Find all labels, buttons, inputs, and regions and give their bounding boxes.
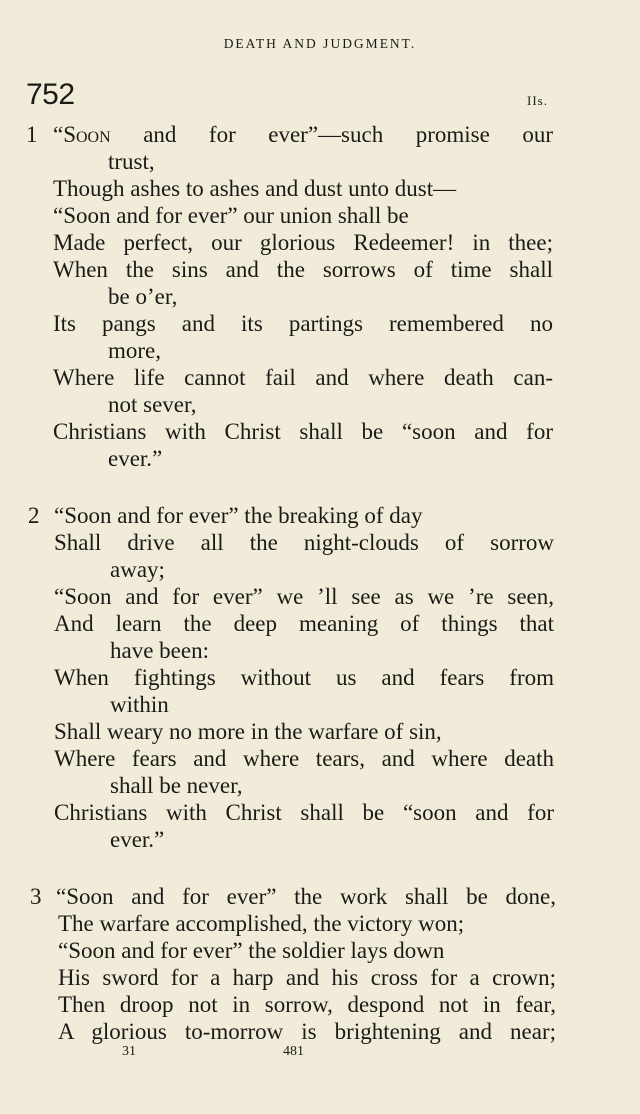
stanza-number-1: 1 <box>26 122 38 147</box>
stanza-3-line-5: Then droop not in sorrow, despond not in fear, <box>58 992 556 1017</box>
stanza-1-line-8: Its pangs and its partings remembered no <box>53 311 553 336</box>
stanza-2-line-7: When fightings without us and fears from <box>54 665 554 690</box>
stanza-3-line-4: His sword for a harp and his cross for a crown; <box>58 965 556 990</box>
stanza-1-line-4: “Soon and for ever” our union shall be <box>53 203 409 228</box>
page-number: 481 <box>283 1044 304 1059</box>
stanza-1-line-6: When the sins and the sorrows of time shall <box>53 257 553 282</box>
stanza-1-line-3: Though ashes to ashes and dust unto dust— <box>53 176 457 201</box>
stanza-3-line-3: “Soon and for ever” the soldier lays down <box>58 938 445 963</box>
stanza-number-2: 2 <box>28 503 40 528</box>
stanza-2-line-11: shall be never, <box>110 773 243 798</box>
stanza-2-line-3: away; <box>110 557 165 582</box>
stanza-1-line-7: be o’er, <box>108 284 178 309</box>
stanza-1-line-9: more, <box>108 338 162 363</box>
stanza-1-line-11: not sever, <box>108 392 197 417</box>
stanza-2-line-6: have been: <box>110 638 209 663</box>
stanza-2-line-5: And learn the deep meaning of things that <box>54 611 554 636</box>
stanza-2-line-1: “Soon and for ever” the breaking of day <box>54 503 423 528</box>
stanza-2-line-2: Shall drive all the night-clouds of sorrow <box>54 530 554 555</box>
stanza-1-line-5: Made perfect, our glorious Redeemer! in thee; <box>53 230 553 255</box>
hymn-number: 752 <box>26 78 75 111</box>
stanza-1-line-1-lead: “Soon <box>53 122 111 147</box>
stanza-2-line-4: “Soon and for ever” we ’ll see as we ’re seen, <box>54 584 554 609</box>
stanza-1-line-1-rest: and for ever”—such promise our <box>110 122 553 147</box>
stanza-1-line-10: Where life cannot fail and where death can- <box>53 365 553 390</box>
hymn-meter: IIs. <box>527 93 548 108</box>
stanza-1-line-2: trust, <box>108 149 155 174</box>
running-head: DEATH AND JUDGMENT. <box>223 36 417 51</box>
stanza-2-line-9: Shall weary no more in the warfare of sin, <box>54 719 442 744</box>
stanza-1-line-12: Christians with Christ shall be “soon and for <box>53 419 553 444</box>
stanza-2-line-12: Christians with Christ shall be “soon and for <box>54 800 554 825</box>
stanza-2-line-8: within <box>110 692 169 717</box>
stanza-2-line-13: ever.” <box>110 827 165 852</box>
stanza-2-line-10: Where fears and where tears, and where death <box>54 746 554 771</box>
stanza-1-line-13: ever.” <box>108 446 163 471</box>
stanza-3-line-6: A glorious to-morrow is brightening and near; <box>58 1019 556 1044</box>
stanza-3-line-1: “Soon and for ever” the work shall be done, <box>56 884 556 909</box>
stanza-3-line-2: The warfare accomplished, the victory won; <box>58 911 465 936</box>
stanza-1-line-1 <box>53 122 553 148</box>
stanza-number-3: 3 <box>30 884 42 909</box>
signature-mark: 31 <box>122 1044 136 1059</box>
